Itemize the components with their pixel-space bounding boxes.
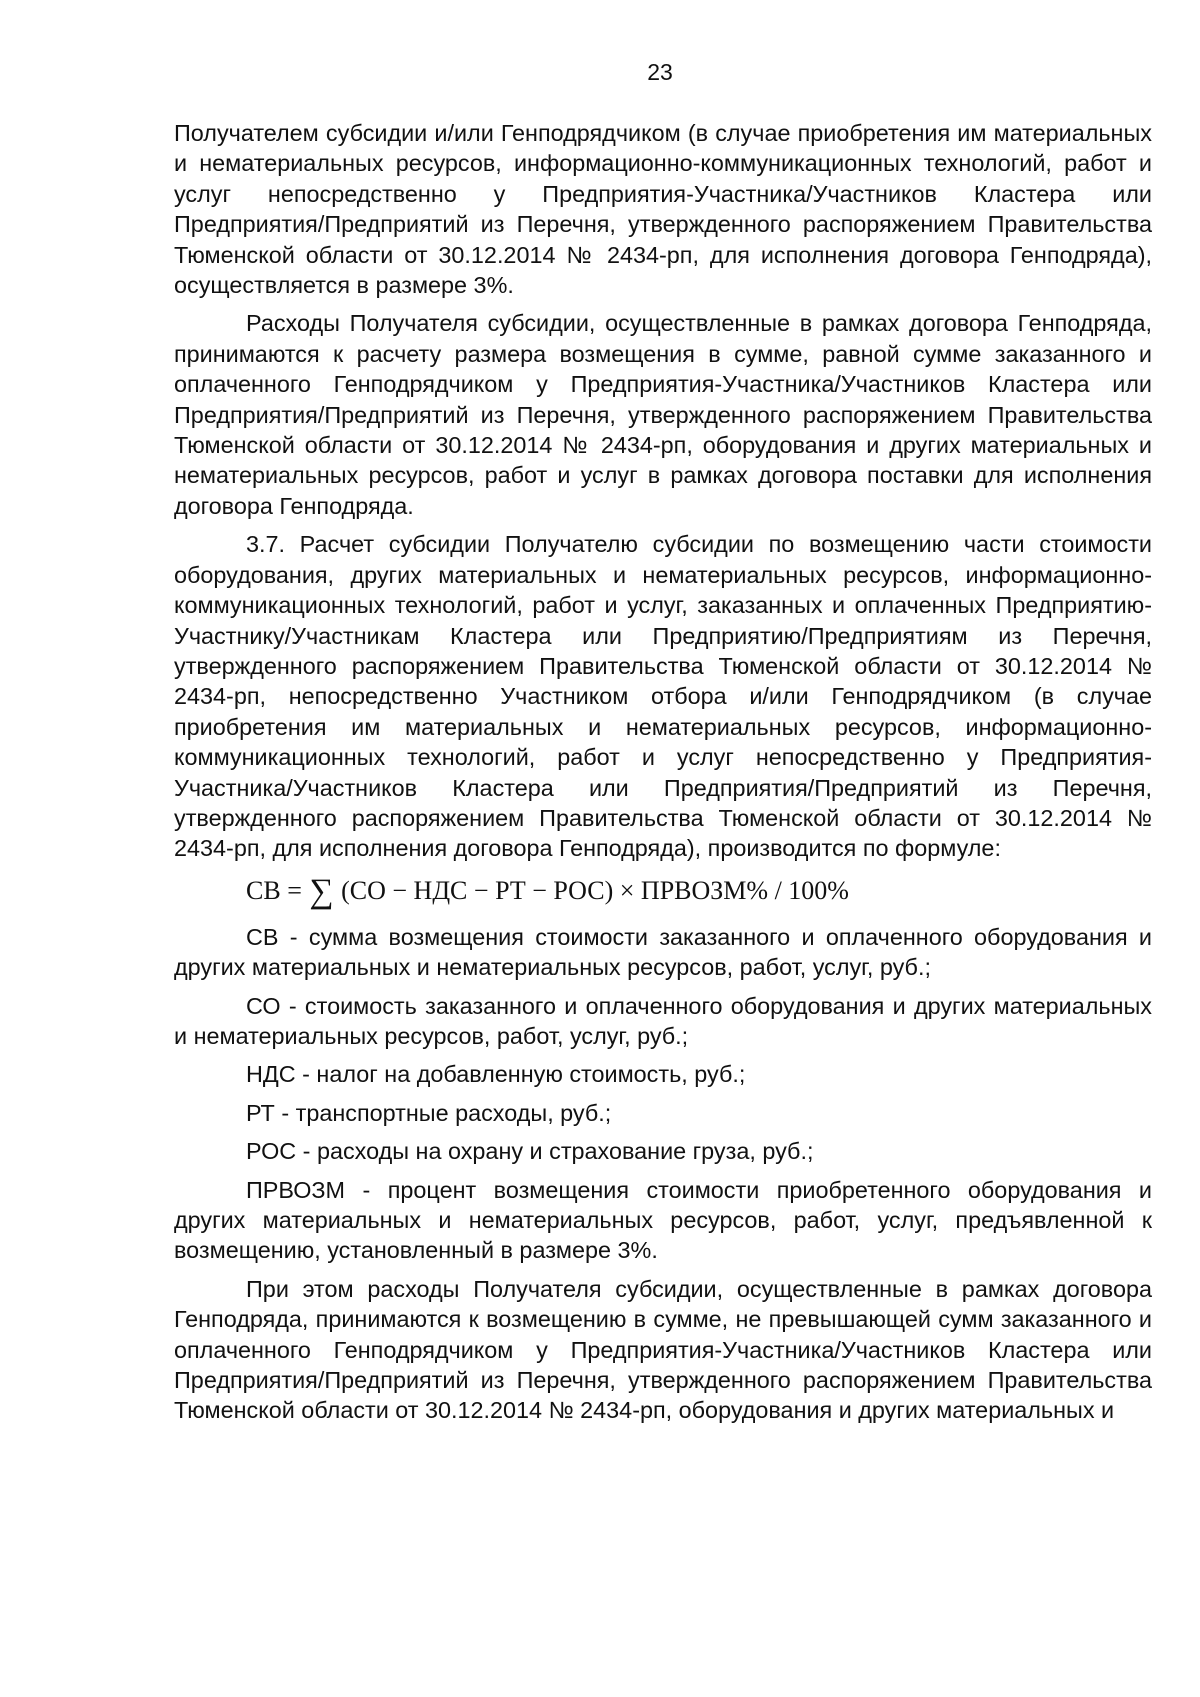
paragraph-section-3-7: 3.7. Расчет субсидии Получателю субсидии по возмещению части стоимости оборудования, других материальных и нематериальных ресурсов, информационно-коммуникационных технологий, работ и услуг, заказанных и оплаченных Предприятию-Участнику/Участникам Кластера или Предприятию/Предприятиям из Перечня, утвержденного распоряжением Правительства Тюменской области от 30.12.2014 № 2434-рп, непосредственно Участником отбора и/или Генподрядчиком (в случае приобретения им материальных и нематериальных ресурсов, информационно-коммуникационных технологий, работ и услуг непосредственно у Предприятия-Участника/Участников Кластера или Предприятия/Предприятий из Перечня, утвержденного распоряжением Правительства Тюменской области от 30.12.2014 № 2434-рп, для исполнения договора Генподряда), производится по формуле:: [174, 531, 1152, 862]
definition-rt: РТ - транспортные расходы, руб.;: [246, 1099, 612, 1126]
document-body: [174, 118, 1152, 1434]
formula-equals: =: [287, 875, 302, 905]
paragraph-reimbursement-limit: При этом расходы Получателя субсидии, осуществленные в рамках договора Генподряда, принимаются к возмещению в сумме, не превышающей сумм заказанного и оплаченного Генподрядчиком у Предприятия-Участника/Участников Кластера или Предприятия/Предприятий из Перечня, утвержденного распоряжением Правительства Тюменской области от 30.12.2014 № 2434-рп, оборудования и других материальных и: [174, 1275, 1152, 1424]
formula-body: (СО − НДС − РТ − РОС) × ПРВОЗМ% / 100%: [341, 875, 849, 905]
definition-prvozm: ПРВОЗМ - процент возмещения стоимости приобретенного оборудования и других материальных и нематериальных ресурсов, работ, услуг, предъявленной к возмещению, установленный в размере 3%.: [174, 1176, 1152, 1264]
sigma-icon: ∑: [309, 872, 334, 910]
subsidy-formula: [246, 872, 1152, 910]
paragraph-general-contract-expenses: Расходы Получателя субсидии, осуществленные в рамках договора Генподряда, принимаются к расчету размера возмещения в сумме, равной сумме заказанного и оплаченного Генподрядчиком у Предприятия-Участника/Участников Кластера или Предприятия/Предприятий из Перечня, утвержденного распоряжением Правительства Тюменской области от 30.12.2014 № 2434-рп, оборудования и других материальных и нематериальных ресурсов, работ и услуг в рамках договора поставки для исполнения договора Генподряда.: [174, 310, 1152, 519]
paragraph-continued: Получателем субсидии и/или Генподрядчиком (в случае приобретения им материальных и нематериальных ресурсов, информационно-коммуникационных технологий, работ и услуг непосредственно у Предприятия-Участника/Участников Кластера или Предприятия/Предприятий из Перечня, утвержденного распоряжением Правительства Тюменской области от 30.12.2014 № 2434-рп, для исполнения договора Генподряда), осуществляется в размере 3%.: [174, 120, 1152, 299]
definition-nds: НДС - налог на добавленную стоимость, руб.;: [246, 1061, 746, 1088]
definition-sv: СВ - сумма возмещения стоимости заказанного и оплаченного оборудования и других материальных и нематериальных ресурсов, работ, услуг, руб.;: [174, 923, 1152, 981]
definition-ros: РОС - расходы на охрану и страхование груза, руб.;: [246, 1138, 814, 1165]
formula-lhs: СВ: [246, 875, 281, 905]
definition-so: СО - стоимость заказанного и оплаченного оборудования и других материальных и нематериальных ресурсов, работ, услуг, руб.;: [174, 992, 1152, 1049]
page-number: 23: [647, 59, 673, 85]
